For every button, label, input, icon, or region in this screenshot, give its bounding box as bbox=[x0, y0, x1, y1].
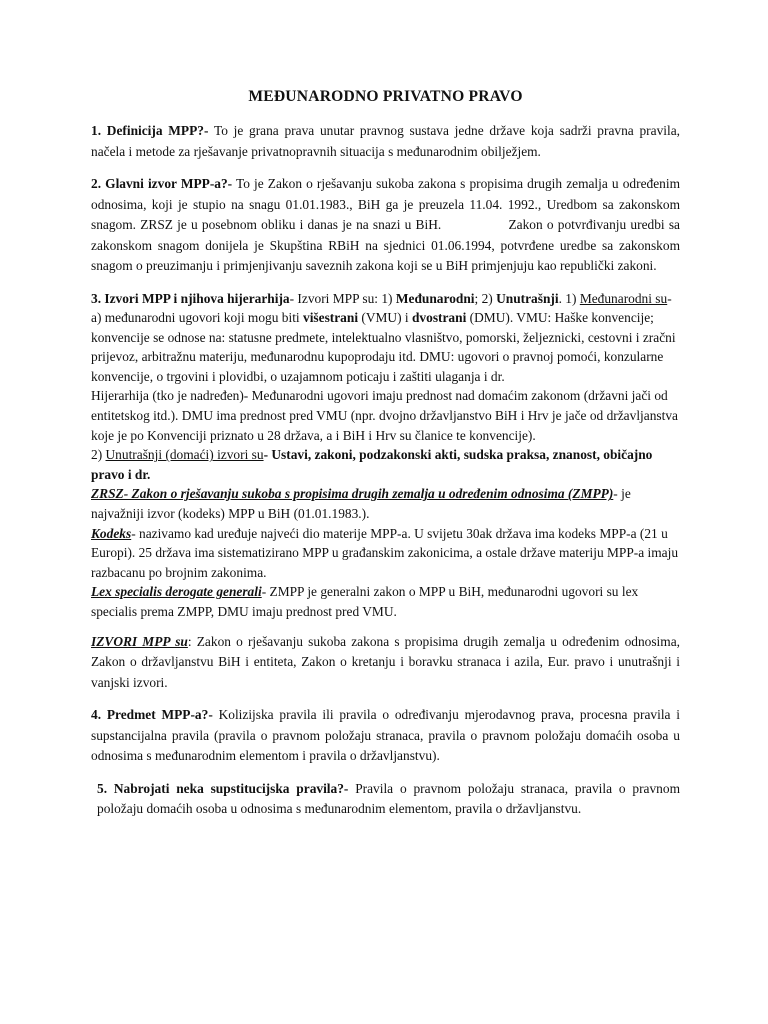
section-2-heading: 2. Glavni izvor MPP-a?- bbox=[91, 176, 233, 191]
section-3-bold-term: dvostrani bbox=[411, 310, 467, 326]
section-4-paragraph bbox=[91, 705, 680, 767]
section-3-text: - a) međunarodni ugovori koji mogu biti bbox=[91, 290, 672, 326]
section-3-text: ; 2) bbox=[474, 290, 497, 306]
section-1-paragraph bbox=[91, 121, 680, 162]
izvori-paragraph bbox=[91, 632, 680, 694]
izvori-label: IZVORI MPP su bbox=[91, 633, 188, 649]
zrsz-paragraph bbox=[91, 484, 680, 523]
section-5-paragraph bbox=[91, 779, 680, 820]
internal-sources-label: Unutrašnji (domaći) izvori su bbox=[105, 447, 264, 463]
kodeks-paragraph bbox=[91, 524, 680, 583]
section-3-intro bbox=[91, 289, 680, 387]
section-2-text: To je Zakon o rješavanju sukoba zakona s propisima drugih zemalja u određenim odnosima, koji je stupio na snagu 01.01.1983., BiH ga je preuzela 11.04. 1992., Uredbom sa zakonskom snagom. ZRSZ je u posebnom obliku i danas je na snazi u BiH. Zakon o potvrđivanju uredbi sa zakonskom snagom donijela je Skupština RBiH na sjednici 01.06.1994, potvrđene uredbe sa zakonskom snagom o preuzimanju i primjenjivanju saveznih zakona koji se u BiH primjenjuju kao republički zakoni. bbox=[91, 176, 684, 273]
lex-specialis-term: Lex specialis derogate generali bbox=[91, 584, 262, 600]
internal-sources-list: - Ustavi, zakoni, podzakonski akti, sudska praksa, znanost, običajno pravo i dr. bbox=[91, 447, 653, 482]
lex-specialis-text: - ZMPP je generalni zakon o MPP u BiH, međunarodni ugovori su lex specialis prema ZMPP, DMU imaju prednost pred VMU. bbox=[91, 584, 639, 619]
section-3-bold-term: Međunarodni bbox=[395, 290, 475, 306]
section-5-heading: 5. Nabrojati neka supstitucijska pravila?- bbox=[97, 780, 349, 796]
section-3-text: . 1) bbox=[558, 290, 580, 306]
section-3-text: - Izvori MPP su: 1) bbox=[289, 290, 396, 306]
section-4-text: Kolizijska pravila ili pravila o određivanju mjerodavnog prava, procesna pravila i supstancijalna pravila (pravila o pravnom položaju stranaca, pravila o pravnom položaju domaćih osoba u odnosima s međunarodnim elementom i pravila o državljanstvu). bbox=[91, 707, 680, 764]
hierarchy-paragraph: Hijerarhija (tko je nadređen)- Međunarodni ugovori imaju prednost nad domaćim zakonom (državni jači od entitetskog itd.). DMU ima prednost pred VMU (npr. dvojno državljanstvo BiH i Hrv je jače od državljanstva koje je po Konvenciji priznato u 28 država, a i BiH i Hrv su članice te konvencije). bbox=[91, 388, 678, 443]
kodeks-text: - nazivamo kad uređuje najveći dio materije MPP-a. U svijetu 30ak država ima kodeks MPP-a (21 u Europi). 25 država ima sistematizirano MPP u građanskim zakonicima, a ostale države materiju MPP-a imaju razbacanu po brojnim zakonima. bbox=[91, 525, 679, 580]
section-5-text: Pravila o pravnom položaju stranaca, pravila o pravnom položaju domaćih osoba u odnosima s međunarodnim elementom, pravila o državljanstvu. bbox=[97, 780, 680, 817]
internal-sources-paragraph bbox=[91, 445, 680, 484]
izvori-text: : Zakon o rješavanju sukoba zakona s propisima drugih zemalja u određenim odnosima, Zakon o državljanstvu BiH i entiteta, Zakon o kretanju i boravku stranaca i azila, Eur. pravo i unutrašnji i vanjski izvori. bbox=[91, 633, 680, 690]
section-3-text: (VMU) i bbox=[358, 310, 412, 326]
document-title: MEĐUNARODNO PRIVATNO PRAVO bbox=[248, 88, 523, 105]
section-3-block bbox=[91, 289, 680, 622]
zrsz-term: ZRSZ- Zakon o rješavanju sukoba s propisima drugih zemalja u određenim odnosima (ZMPP) bbox=[91, 486, 614, 502]
section-3-underlined-term: Međunarodni su bbox=[579, 290, 668, 306]
kodeks-term: Kodeks bbox=[91, 525, 132, 541]
section-3-bold-term: višestrani bbox=[303, 310, 359, 326]
internal-sources-number: 2) bbox=[91, 447, 106, 463]
section-1-heading: 1. Definicija MPP?- bbox=[91, 123, 209, 138]
zrsz-text: - je najvažniji izvor (kodeks) MPP u BiH (01.01.1983.). bbox=[91, 486, 631, 522]
section-3-text: (DMU). VMU: Haške konvencije; konvencije se odnose na: statusne predmete, intelektualno vlasništvo, pomorski, željeznicki, cestovni i zračni prijevoz, arbitražnu materiju, međunarodnu kupoprodaju itd. DMU: ugovori o pravnoj pomoći, konzularne konvencije, o trgovini i plovidbi, o uzajamnom poticaju i zaštiti ulaganja i dr. bbox=[91, 310, 676, 384]
section-3-heading: 3. Izvori MPP i njihova hijerarhija bbox=[91, 290, 290, 306]
section-3-bold-term: Unutrašnji bbox=[496, 290, 559, 306]
section-1-text: To je grana prava unutar pravnog sustava jedne države koja sadrži pravna pravila, načela i metode za rješavanje privatnopravnih situacija s međunarodnim obilježjem. bbox=[91, 123, 681, 159]
section-4-heading: 4. Predmet MPP-a?- bbox=[91, 707, 213, 723]
lex-specialis-paragraph bbox=[91, 582, 680, 621]
section-2-paragraph bbox=[91, 174, 684, 277]
